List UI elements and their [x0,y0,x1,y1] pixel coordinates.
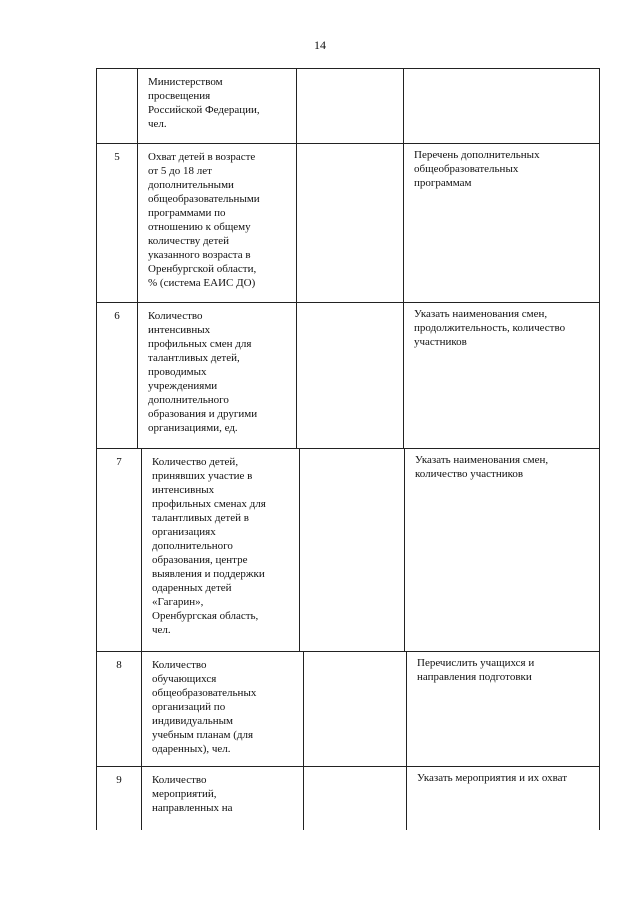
indicator-description-cell: Охват детей в возрасте от 5 до 18 лет дополнительными общеобразовательными программами по отношению к общему количеству детей указанного возраста в Оренбургской области, % (система ЕАИС ДО) [137,143,297,303]
note-cell: Указать мероприятия и их охват [406,766,600,830]
value-cell [296,302,404,449]
value-cell [296,143,404,303]
row-number-cell: 8 [96,651,142,767]
value-cell [303,766,407,830]
note-cell: Указать наименования смен, продолжительность, количество участников [403,302,600,449]
value-cell [303,651,407,767]
row-number-cell: 5 [96,143,138,303]
indicator-description-cell: Министерством просвещения Российской Федерации, чел. [137,68,297,144]
note-cell: Перечислить учащихся и направления подготовки [406,651,600,767]
indicator-description-cell: Количество обучающихся общеобразовательных организаций по индивидуальным учебным планам (для одаренных), чел. [141,651,304,767]
note-cell: Перечень дополнительных общеобразовательных программам [403,143,600,303]
value-cell [299,448,405,652]
row-number-cell [96,68,138,144]
value-cell [296,68,404,144]
row-number-cell: 7 [96,448,142,652]
row-number-cell: 6 [96,302,138,449]
row-number-cell: 9 [96,766,142,830]
note-cell [403,68,600,144]
indicator-description-cell: Количество мероприятий, направленных на [141,766,304,830]
indicator-description-cell: Количество интенсивных профильных смен для талантливых детей, проводимых учреждениями дополнительного образования и другими организациями, ед. [137,302,297,449]
indicator-description-cell: Количество детей, принявших участие в интенсивных профильных сменах для талантливых детей в организациях дополнительного образования, центре выявления и поддержки одаренных детей «Гагарин», Оренбургская область, чел. [141,448,300,652]
note-cell: Указать наименования смен, количество участников [404,448,600,652]
page-number: 14 [314,38,326,52]
